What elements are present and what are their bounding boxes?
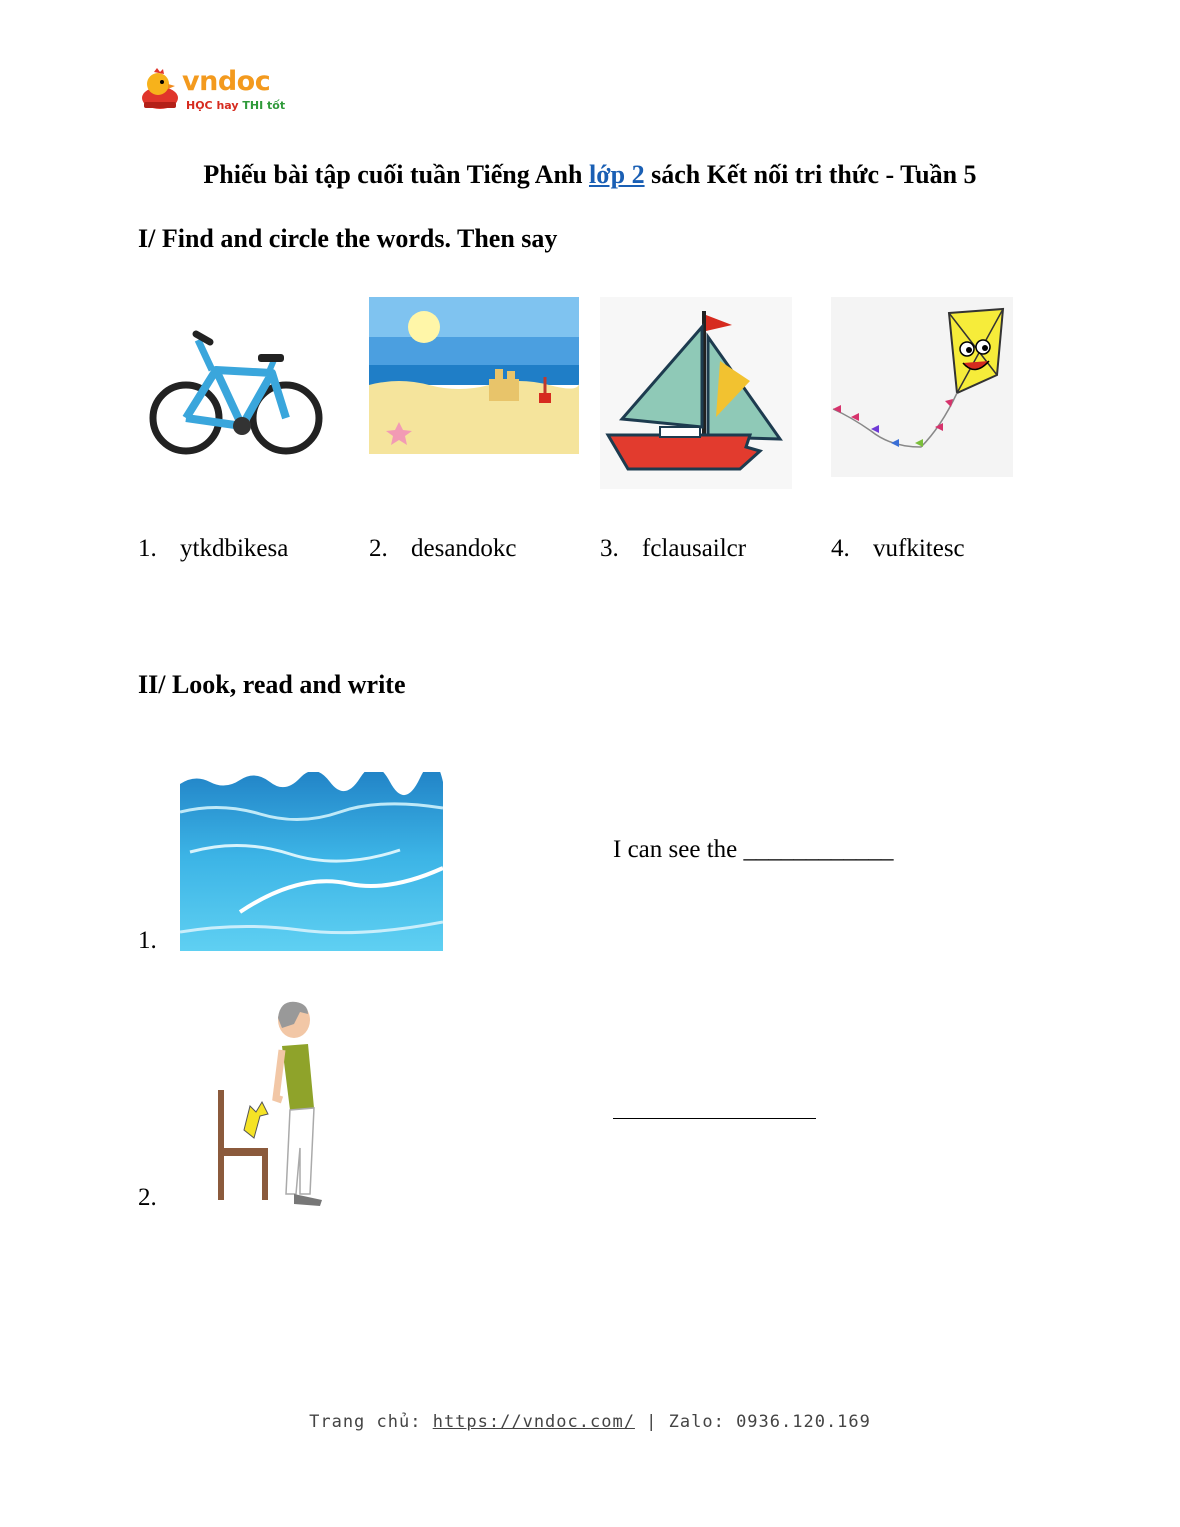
kite-icon <box>831 297 1013 477</box>
exercise-1-sentence: I can see the ____________ <box>613 836 894 863</box>
word-puzzle-4: 4. vufkitesc <box>831 535 965 562</box>
beach-picture <box>369 297 579 454</box>
logo-tagline: HỌC hay THI tốt <box>186 99 286 112</box>
bicycle-icon <box>140 318 330 463</box>
answer-line-2[interactable] <box>613 1118 816 1119</box>
word-puzzle-1: 1. ytkdbikesa <box>138 535 289 562</box>
exercise-2-number: 2. <box>138 1184 157 1211</box>
sea-picture <box>180 772 443 951</box>
chicken-mascot-icon <box>138 68 184 114</box>
page-title: Phiếu bài tập cuối tuần Tiếng Anh lớp 2 sách Kết nối tri thức - Tuần 5 <box>203 160 977 189</box>
logo-wordmark: vndoc <box>182 66 271 97</box>
word-puzzle-3: 3. fclausailcr <box>600 535 747 562</box>
sailboat-icon <box>600 297 792 489</box>
grade-link[interactable]: lớp 2 <box>588 160 645 189</box>
bicycle-picture <box>140 318 330 463</box>
kite-picture <box>831 297 1013 477</box>
beach-icon <box>369 297 579 454</box>
homepage-link[interactable]: https://vndoc.com/ <box>432 1412 635 1432</box>
section-2-heading: II/ Look, read and write <box>138 670 406 699</box>
zalo-phone: 0936.120.169 <box>736 1412 871 1432</box>
word-puzzle-2: 2. desandokc <box>369 535 517 562</box>
sailboat-picture <box>600 297 792 489</box>
section-1-heading: I/ Find and circle the words. Then say <box>138 224 558 253</box>
exercise-1-number: 1. <box>138 927 157 954</box>
man-standing-up-icon <box>210 998 340 1208</box>
man-standing-picture <box>210 998 340 1208</box>
page-footer: Trang chủ: https://vndoc.com/ | Zalo: 0936.120.169 <box>309 1412 871 1432</box>
sea-waves-icon <box>180 772 443 951</box>
vndoc-logo[interactable] <box>138 68 288 118</box>
